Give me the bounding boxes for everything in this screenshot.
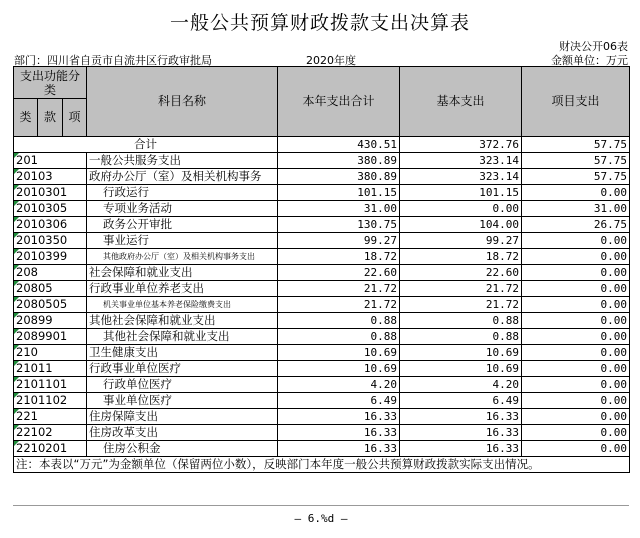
row-project: 0.00 <box>522 185 630 201</box>
row-total: 22.60 <box>278 265 400 281</box>
header-project: 项目支出 <box>522 67 630 137</box>
department-label: 部门：四川省自贡市自流井区行政审批局 <box>14 54 212 67</box>
row-code: 20805 <box>14 281 87 297</box>
row-code: 2089901 <box>14 329 87 345</box>
row-project: 0.00 <box>522 393 630 409</box>
row-subject-name: 专项业务活动 <box>87 201 278 217</box>
row-code: 2010306 <box>14 217 87 233</box>
row-code: 201 <box>14 153 87 169</box>
table-row <box>14 313 630 329</box>
row-subject-name: 机关事业单位基本养老保险缴费支出 <box>87 297 278 313</box>
row-subject-name: 行政事业单位养老支出 <box>87 281 278 297</box>
row-code: 2010305 <box>14 201 87 217</box>
row-subject-name: 社会保障和就业支出 <box>87 265 278 281</box>
row-project: 0.00 <box>522 441 630 457</box>
table-row <box>14 169 630 185</box>
row-basic: 16.33 <box>400 441 522 457</box>
row-code: 2210201 <box>14 441 87 457</box>
expenditure-table <box>13 66 630 473</box>
row-basic: 6.49 <box>400 393 522 409</box>
row-project: 0.00 <box>522 345 630 361</box>
unit-label: 金额单位：万元 <box>551 54 628 67</box>
header-func-class: 支出功能分类 <box>14 67 87 99</box>
row-total: 10.69 <box>278 345 400 361</box>
page-footer: — 6.%d — <box>294 512 348 525</box>
row-total: 4.20 <box>278 377 400 393</box>
row-total: 16.33 <box>278 441 400 457</box>
row-basic: 16.33 <box>400 409 522 425</box>
row-code: 20103 <box>14 169 87 185</box>
table-row <box>14 185 630 201</box>
row-code: 21011 <box>14 361 87 377</box>
header-subject: 科目名称 <box>87 67 278 137</box>
header-xiang: 项 <box>63 99 87 137</box>
table-row <box>14 281 630 297</box>
row-basic: 99.27 <box>400 233 522 249</box>
row-code: 22102 <box>14 425 87 441</box>
table-row <box>14 361 630 377</box>
row-code: 2010350 <box>14 233 87 249</box>
year-label: 2020年度 <box>306 54 356 67</box>
row-basic: 0.88 <box>400 313 522 329</box>
table-row <box>14 377 630 393</box>
total-amount: 430.51 <box>278 137 400 153</box>
row-code: 20899 <box>14 313 87 329</box>
row-basic: 22.60 <box>400 265 522 281</box>
row-project: 31.00 <box>522 201 630 217</box>
row-subject-name: 住房保障支出 <box>87 409 278 425</box>
total-label: 合计 <box>14 137 278 153</box>
row-subject-name: 其他社会保障和就业支出 <box>87 329 278 345</box>
row-total: 31.00 <box>278 201 400 217</box>
row-code: 2101102 <box>14 393 87 409</box>
row-project: 0.00 <box>522 281 630 297</box>
row-project: 0.00 <box>522 249 630 265</box>
table-row <box>14 441 630 457</box>
row-basic: 323.14 <box>400 153 522 169</box>
row-total: 99.27 <box>278 233 400 249</box>
row-project: 0.00 <box>522 329 630 345</box>
row-project: 26.75 <box>522 217 630 233</box>
row-subject-name: 住房公积金 <box>87 441 278 457</box>
row-code: 2080505 <box>14 297 87 313</box>
table-row <box>14 265 630 281</box>
header-basic: 基本支出 <box>400 67 522 137</box>
row-subject-name: 一般公共服务支出 <box>87 153 278 169</box>
row-project: 57.75 <box>522 153 630 169</box>
row-total: 101.15 <box>278 185 400 201</box>
row-total: 380.89 <box>278 169 400 185</box>
row-code: 221 <box>14 409 87 425</box>
row-total: 18.72 <box>278 249 400 265</box>
row-total: 130.75 <box>278 217 400 233</box>
report-title: 一般公共预算财政拨款支出决算表 <box>169 12 470 34</box>
row-project: 57.75 <box>522 169 630 185</box>
row-code: 2010301 <box>14 185 87 201</box>
row-total: 16.33 <box>278 409 400 425</box>
row-subject-name: 其他社会保障和就业支出 <box>87 313 278 329</box>
row-subject-name: 行政运行 <box>87 185 278 201</box>
row-basic: 21.72 <box>400 281 522 297</box>
form-number: 财决公开06表 <box>559 40 628 53</box>
row-total: 0.88 <box>278 329 400 345</box>
table-row <box>14 153 630 169</box>
row-basic: 18.72 <box>400 249 522 265</box>
row-basic: 0.00 <box>400 201 522 217</box>
row-code: 208 <box>14 265 87 281</box>
header-total: 本年支出合计 <box>278 67 400 137</box>
row-basic: 323.14 <box>400 169 522 185</box>
total-project: 57.75 <box>522 137 630 153</box>
row-basic: 101.15 <box>400 185 522 201</box>
row-basic: 4.20 <box>400 377 522 393</box>
table-row <box>14 297 630 313</box>
table-row <box>14 425 630 441</box>
row-project: 0.00 <box>522 297 630 313</box>
row-subject-name: 事业单位医疗 <box>87 393 278 409</box>
row-total: 16.33 <box>278 425 400 441</box>
row-total: 10.69 <box>278 361 400 377</box>
row-subject-name: 政府办公厅（室）及相关机构事务 <box>87 169 278 185</box>
row-basic: 104.00 <box>400 217 522 233</box>
row-subject-name: 事业运行 <box>87 233 278 249</box>
row-code: 2101101 <box>14 377 87 393</box>
row-basic: 0.88 <box>400 329 522 345</box>
row-subject-name: 卫生健康支出 <box>87 345 278 361</box>
header-lei: 类 <box>14 99 38 137</box>
row-basic: 10.69 <box>400 361 522 377</box>
row-code: 2010399 <box>14 249 87 265</box>
row-total: 6.49 <box>278 393 400 409</box>
table-row <box>14 233 630 249</box>
row-project: 0.00 <box>522 377 630 393</box>
row-total: 380.89 <box>278 153 400 169</box>
row-total: 21.72 <box>278 297 400 313</box>
row-project: 0.00 <box>522 233 630 249</box>
table-row <box>14 249 630 265</box>
table-row <box>14 409 630 425</box>
table-row <box>14 201 630 217</box>
row-total: 0.88 <box>278 313 400 329</box>
row-basic: 10.69 <box>400 345 522 361</box>
row-total: 21.72 <box>278 281 400 297</box>
row-subject-name: 住房改革支出 <box>87 425 278 441</box>
total-row <box>14 137 630 153</box>
table-row <box>14 345 630 361</box>
row-project: 0.00 <box>522 313 630 329</box>
row-basic: 21.72 <box>400 297 522 313</box>
row-subject-name: 行政事业单位医疗 <box>87 361 278 377</box>
row-code: 210 <box>14 345 87 361</box>
header-kuan: 款 <box>38 99 63 137</box>
table-note: 注：本表以“万元”为金额单位（保留两位小数），反映部门本年度一般公共预算财政拨款实际支出情况。 <box>14 457 630 473</box>
row-project: 0.00 <box>522 361 630 377</box>
table-row <box>14 217 630 233</box>
row-project: 0.00 <box>522 265 630 281</box>
table-row <box>14 393 630 409</box>
row-project: 0.00 <box>522 409 630 425</box>
row-project: 0.00 <box>522 425 630 441</box>
row-basic: 16.33 <box>400 425 522 441</box>
row-subject-name: 行政单位医疗 <box>87 377 278 393</box>
row-subject-name: 政务公开审批 <box>87 217 278 233</box>
row-subject-name: 其他政府办公厅（室）及相关机构事务支出 <box>87 249 278 265</box>
table-row <box>14 329 630 345</box>
footer-divider <box>13 505 629 506</box>
total-basic: 372.76 <box>400 137 522 153</box>
